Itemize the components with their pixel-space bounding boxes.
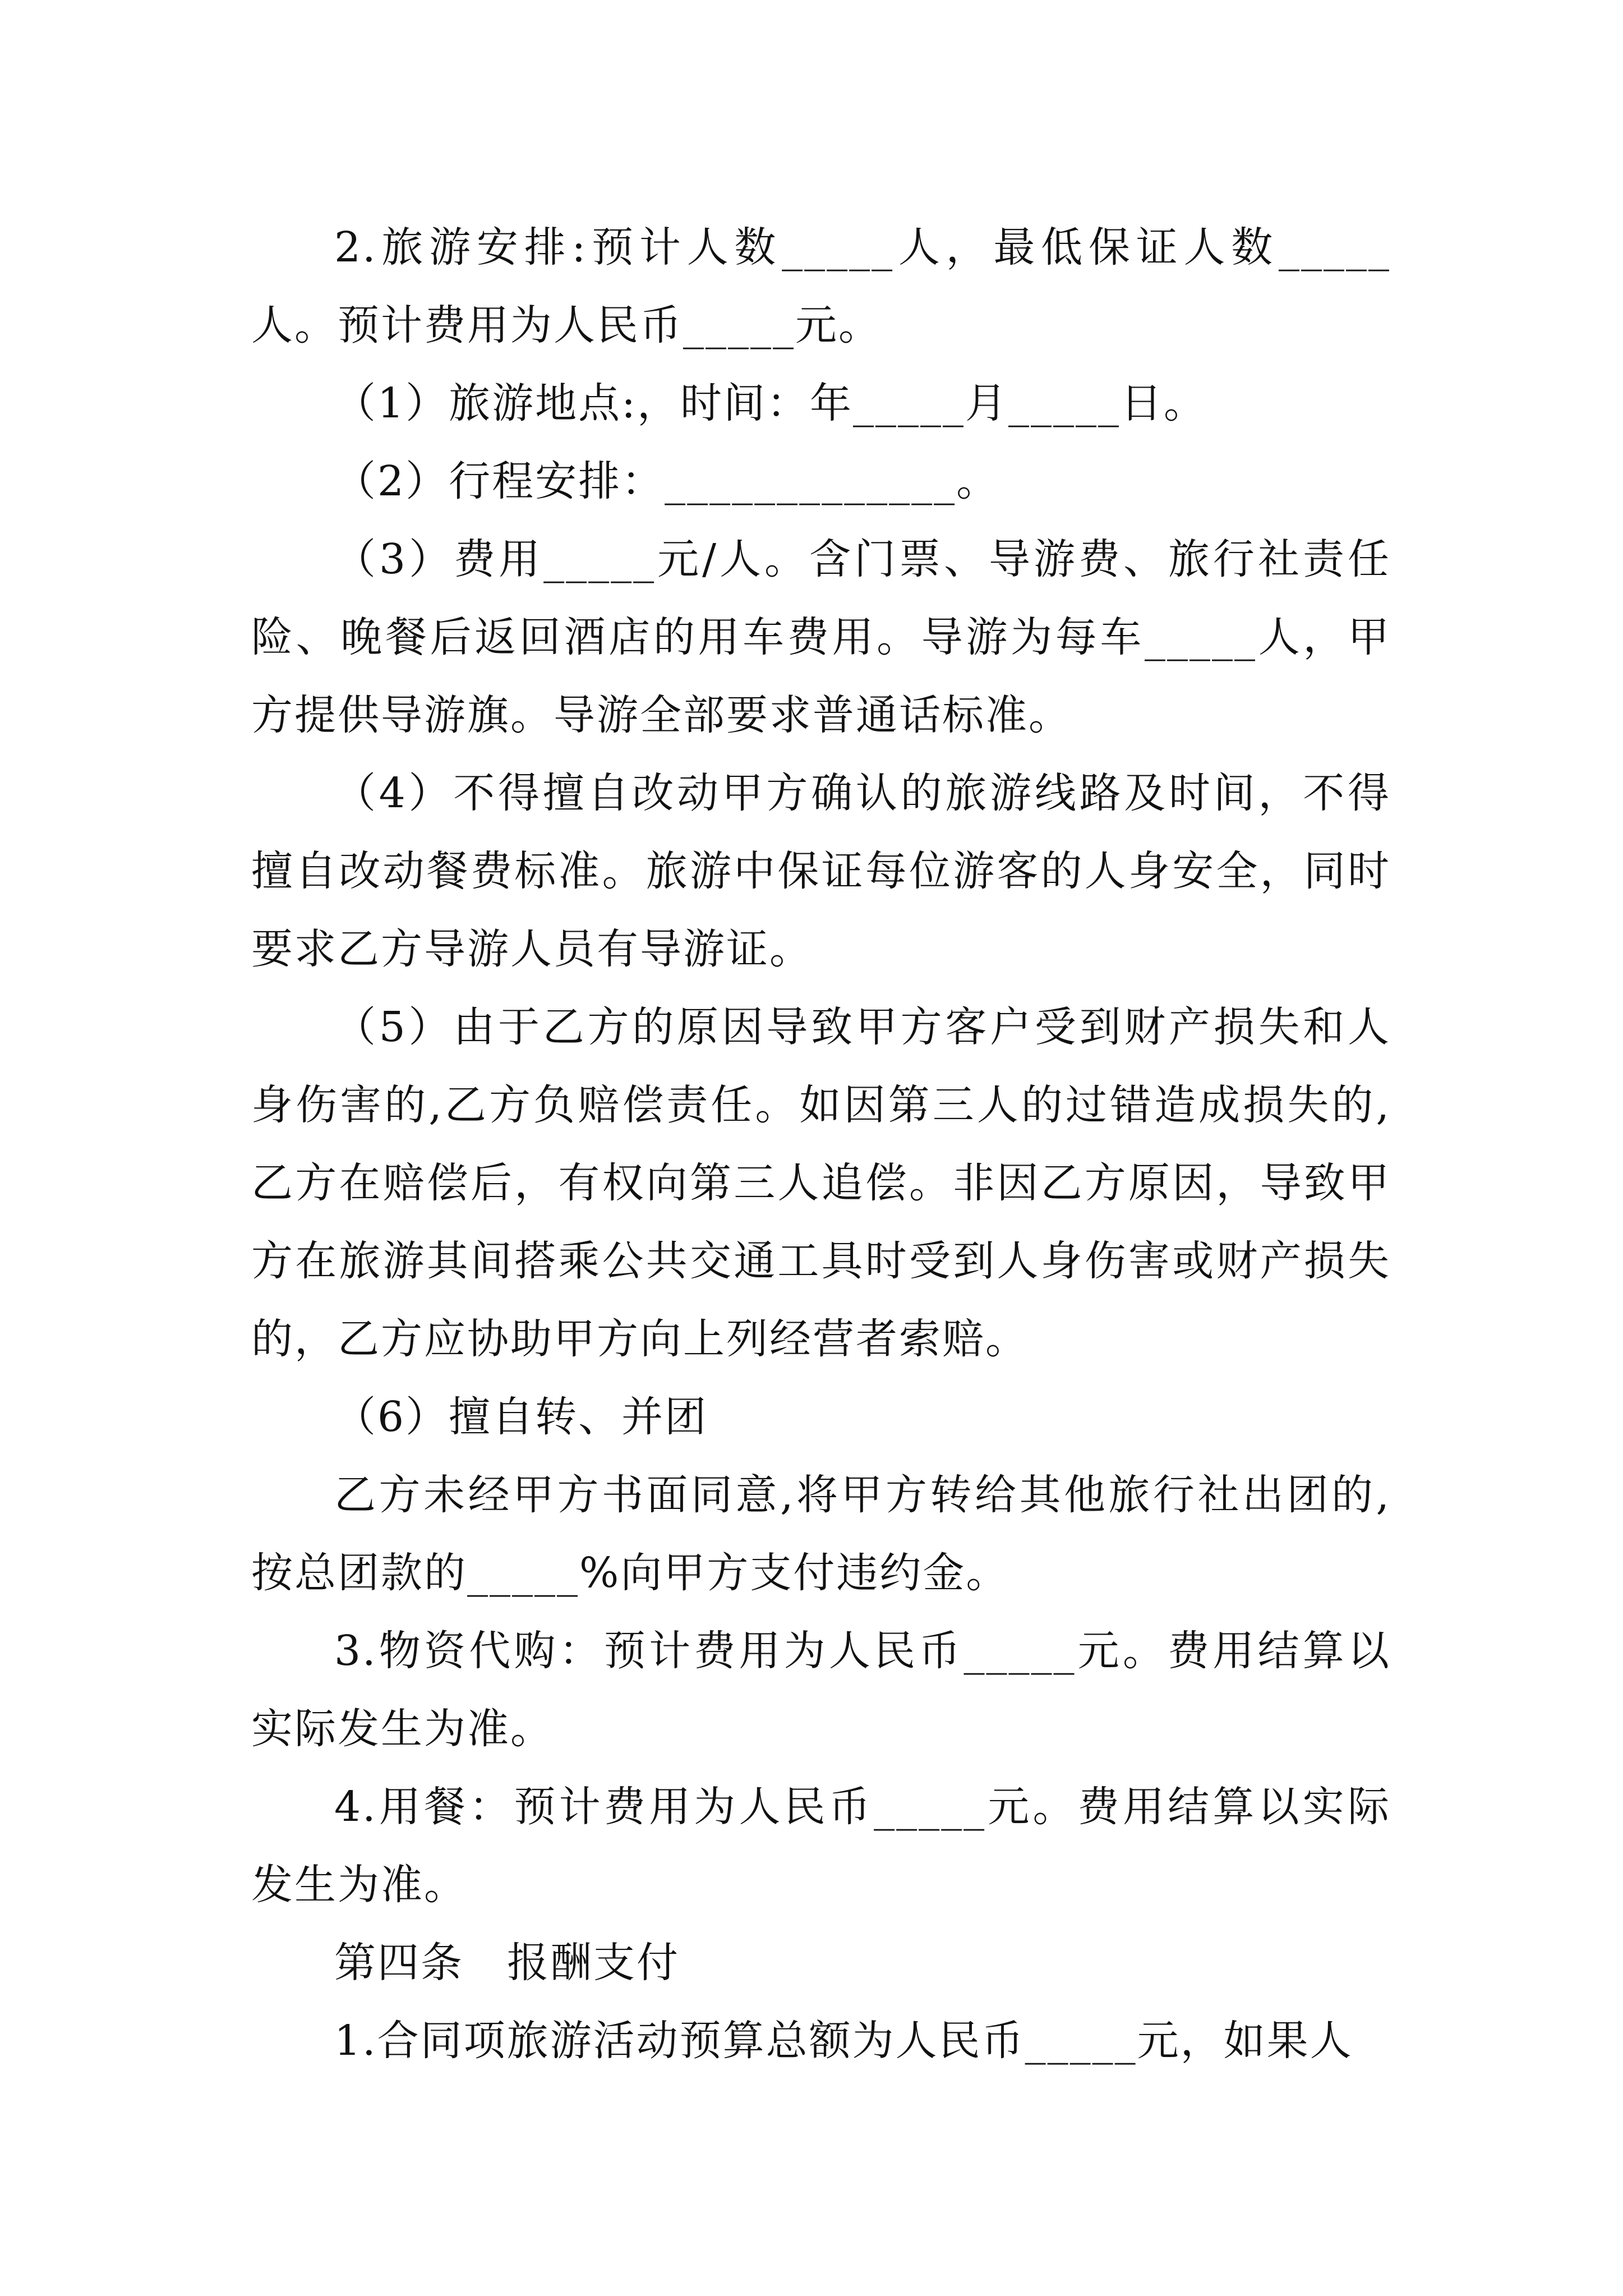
paragraph-transfer-heading: （6）擅自转、并团 xyxy=(334,1393,708,1441)
paragraph-transfer-penalty: 乙方未经甲方书面同意,将甲方转给其他旅行社出团的,按总团款的_____%向甲方支付违约金。 xyxy=(251,1471,1391,1597)
paragraph-fees: （3）费用_____元/人。含门票、导游费、旅行社责任险、晚餐后返回酒店的用车费用。导游为每车_____人，甲方提供导游旗。导游全部要求普通话标准。 xyxy=(251,535,1391,739)
paragraph-route-restriction: （4）不得擅自改动甲方确认的旅游线路及时间，不得擅自改动餐费标准。旅游中保证每位游客的人身安全，同时要求乙方导游人员有导游证。 xyxy=(251,769,1391,973)
paragraph-meals: 4.用餐：预计费用为人民币_____元。费用结算以实际发生为准。 xyxy=(251,1783,1391,1909)
paragraph-itinerary: （2）行程安排：_____________。 xyxy=(334,457,1000,505)
document-body xyxy=(251,209,1391,2080)
paragraph-travel-location-time: （1）旅游地点:，时间：年_____月_____日。 xyxy=(334,379,1207,427)
paragraph-travel-arrangement: 2.旅游安排:预计人数_____人，最低保证人数_____人。预计费用为人民币_____元。 xyxy=(251,223,1391,349)
paragraph-purchasing: 3.物资代购：预计费用为人民币_____元。费用结算以实际发生为准。 xyxy=(251,1627,1391,1753)
paragraph-liability: （5）由于乙方的原因导致甲方客户受到财产损失和人身伤害的,乙方负赔偿责任。如因第三人的过错造成损失的,乙方在赔偿后，有权向第三人追偿。非因乙方原因，导致甲方在旅游其间搭乘公共交通工具时受到人身伤害或财产损失的，乙方应协助甲方向上列经营者索赔。 xyxy=(251,1003,1391,1363)
article-four-heading: 第四条 报酬支付 xyxy=(334,1939,680,1987)
paragraph-budget-total: 1.合同项旅游活动预算总额为人民币_____元，如果人 xyxy=(334,2017,1353,2065)
